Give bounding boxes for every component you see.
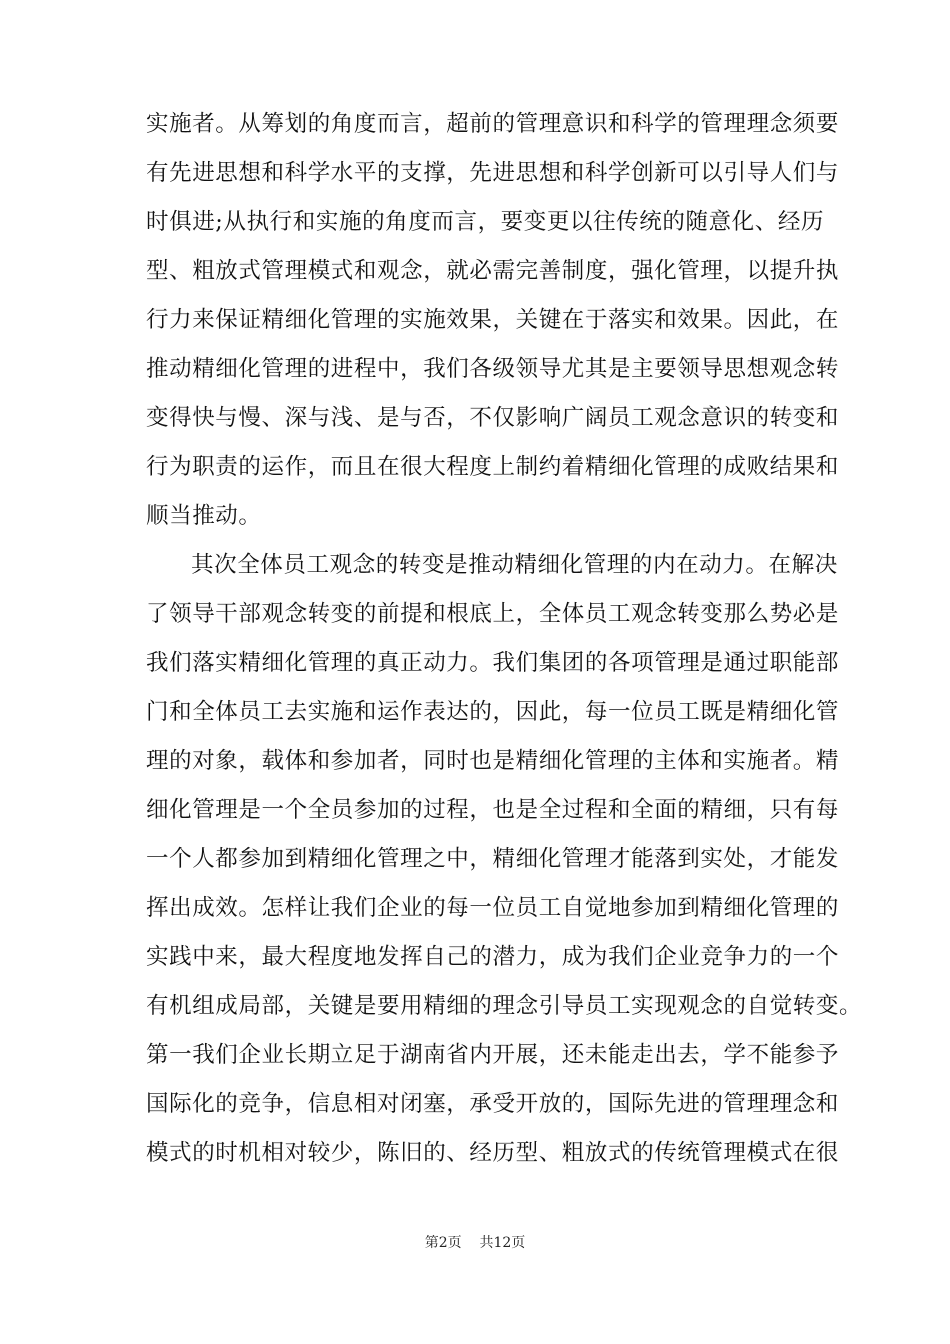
text-line: 型、粗放式管理模式和观念，就必需完善制度，强化管理，以提升执 bbox=[146, 258, 840, 284]
text-line: 我们落实精细化管理的真正动力。我们集团的各项管理是通过职能部 bbox=[146, 650, 840, 676]
text-line: 了领导干部观念转变的前提和根底上，全体员工观念转变那么势必是 bbox=[146, 601, 840, 627]
text-line: 推动精细化管理的进程中，我们各级领导尤其是主要领导思想观念转 bbox=[146, 356, 840, 382]
text-line: 模式的时机相对较少，陈旧的、经历型、粗放式的传统管理模式在很 bbox=[146, 1140, 840, 1166]
text-line: 变得快与慢、深与浅、是与否，不仅影响广阔员工观念意识的转变和 bbox=[146, 405, 840, 431]
text-line: 时俱进;从执行和实施的角度而言，要变更以往传统的随意化、经历 bbox=[146, 209, 825, 235]
page-number-footer: 第2页 共12页 bbox=[424, 1235, 526, 1251]
text-line: 有先进思想和科学水平的支撑，先进思想和科学创新可以引导人们与 bbox=[146, 160, 840, 186]
body-text bbox=[146, 100, 863, 1178]
text-line: 顺当推动。 bbox=[146, 503, 262, 529]
text-line: 挥出成效。怎样让我们企业的每一位员工自觉地参加到精细化管理的 bbox=[146, 895, 840, 921]
text-line: 实践中来，最大程度地发挥自己的潜力，成为我们企业竞争力的一个 bbox=[146, 944, 840, 970]
text-line: 理的对象，载体和参加者，同时也是精细化管理的主体和实施者。精 bbox=[146, 748, 840, 774]
text-line: 有机组成局部，关键是要用精细的理念引导员工实现观念的自觉转变。 bbox=[146, 993, 863, 1019]
text-line: 行力来保证精细化管理的实施效果，关键在于落实和效果。因此，在 bbox=[146, 307, 840, 333]
text-line: 国际化的竞争，信息相对闭塞，承受开放的，国际先进的管理理念和 bbox=[146, 1091, 840, 1117]
text-line: 一个人都参加到精细化管理之中，精细化管理才能落到实处，才能发 bbox=[146, 846, 840, 872]
text-line: 第一我们企业长期立足于湖南省内开展，还未能走出去，学不能参予 bbox=[146, 1042, 840, 1068]
text-line: 行为职责的运作，而且在很大程度上制约着精细化管理的成败结果和 bbox=[146, 454, 840, 480]
text-line: 实施者。从筹划的角度而言，超前的管理意识和科学的管理理念须要 bbox=[146, 111, 840, 137]
text-line: 门和全体员工去实施和运作表达的，因此，每一位员工既是精细化管 bbox=[146, 699, 840, 725]
text-line: 细化管理是一个全员参加的过程，也是全过程和全面的精细，只有每 bbox=[146, 797, 840, 823]
text-line: 其次全体员工观念的转变是推动精细化管理的内在动力。在解决 bbox=[191, 552, 838, 578]
